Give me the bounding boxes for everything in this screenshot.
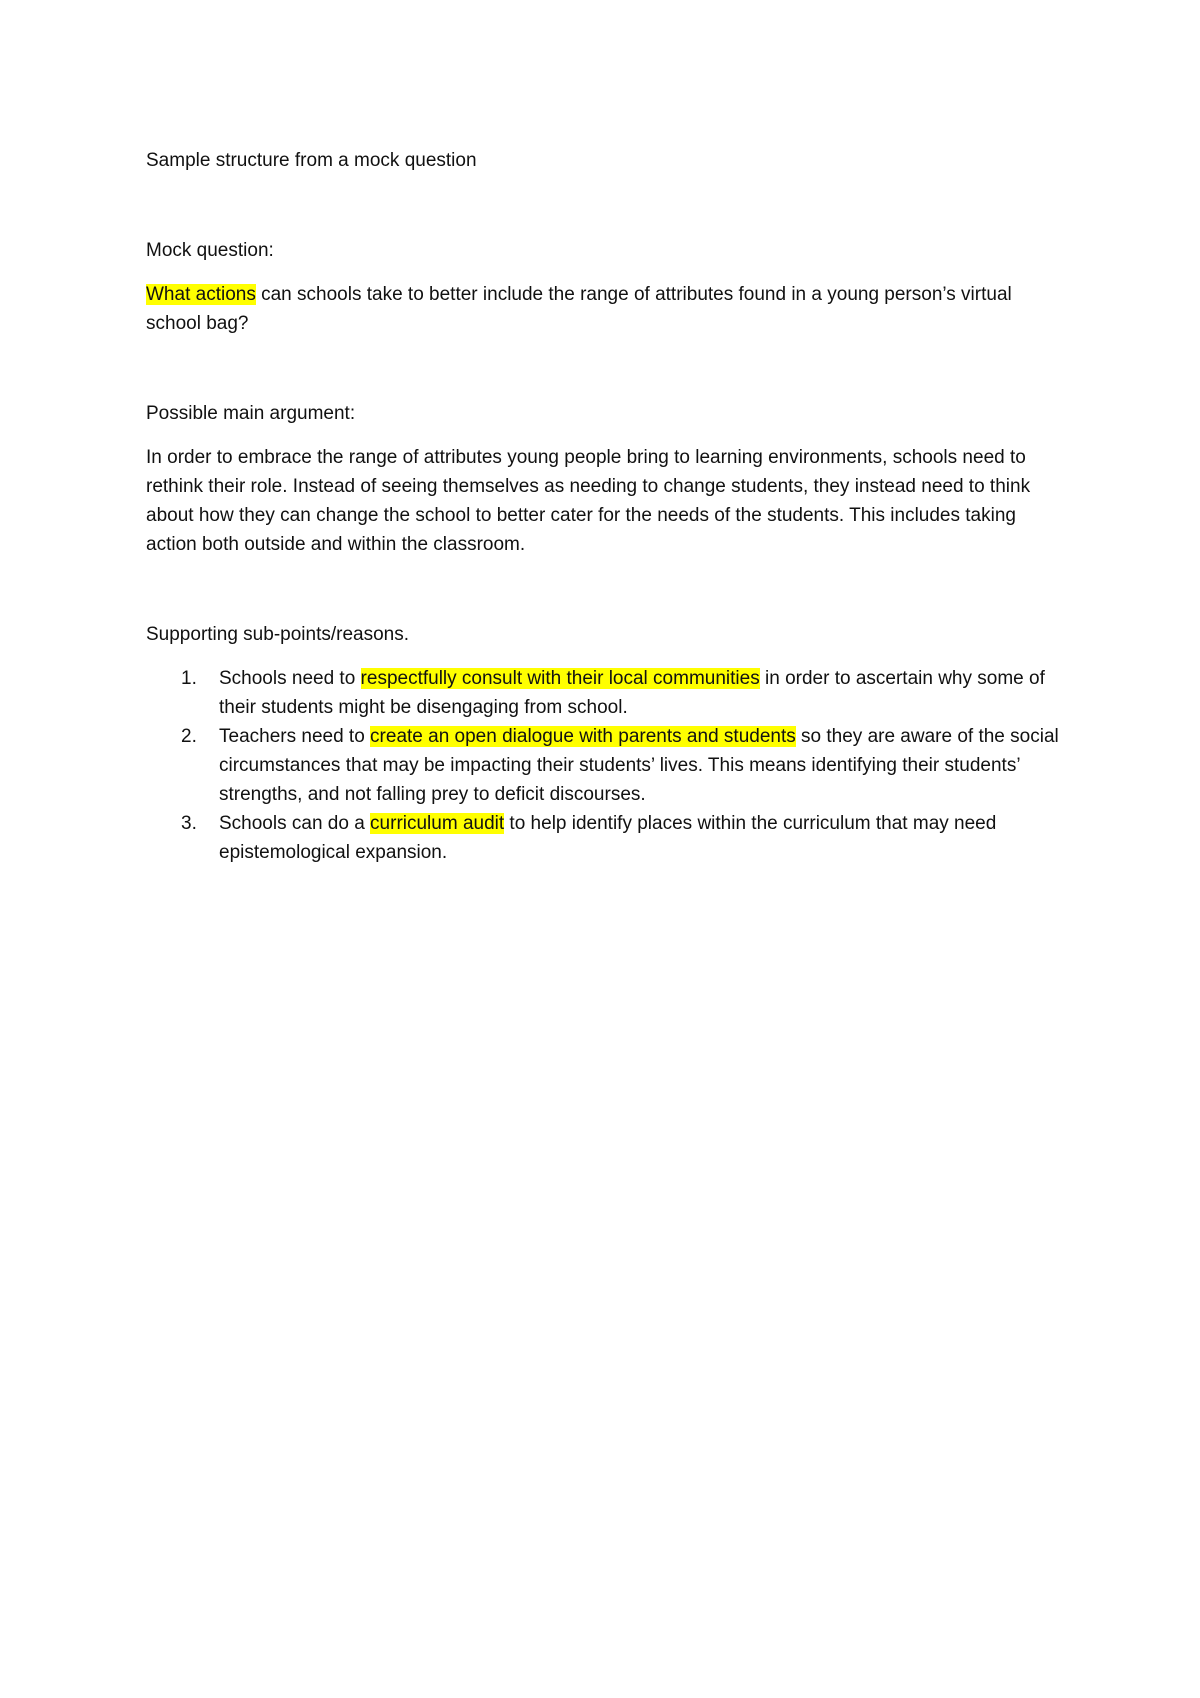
list-item-number: 3. [181, 813, 197, 834]
mock-question-highlight: What actions [146, 284, 256, 305]
mock-question-rest: can schools take to better include the range of attributes found in a young person’s virtual school bag? [146, 284, 1012, 334]
argument-text: In order to embrace the range of attributes young people bring to learning environments, schools need to rethink their role. Instead of seeing themselves as needing to change students, they instead need to think about how they can change the school to better cater for the needs of the students. This includes taking action both outside and within the classroom. [146, 447, 1031, 555]
argument-label: Possible main argument: [146, 403, 356, 424]
list-item-number: 1. [181, 668, 197, 689]
mock-question-text [146, 280, 1066, 338]
list-item-before: Schools need to [219, 668, 361, 689]
document-body [146, 146, 1066, 867]
list-item-highlight: respectfully consult with their local communities [360, 668, 760, 689]
list-item-before: Teachers need to [219, 726, 371, 747]
list-item [146, 664, 1066, 722]
list-item-after: so they are aware of the social circumstances that may be impacting their students’ lives. This means identifying their students’ strengths, and not falling prey to deficit discourses. [219, 726, 1059, 805]
list-item [146, 722, 1066, 809]
document-title: Sample structure from a mock question [146, 150, 477, 171]
list-item-number: 2. [181, 726, 197, 747]
list-item-after: to help identify places within the curriculum that may need epistemological expansion. [219, 813, 997, 863]
list-item-highlight: create an open dialogue with parents and students [370, 726, 796, 747]
list-item-after: in order to ascertain why some of their students might be disengaging from school. [219, 668, 1045, 718]
supporting-points-list [146, 664, 1066, 867]
mock-question-label: Mock question: [146, 240, 274, 261]
list-item-before: Schools can do a [219, 813, 371, 834]
support-label: Supporting sub-points/reasons. [146, 624, 409, 645]
list-item [146, 809, 1066, 867]
list-item-highlight: curriculum audit [370, 813, 505, 834]
